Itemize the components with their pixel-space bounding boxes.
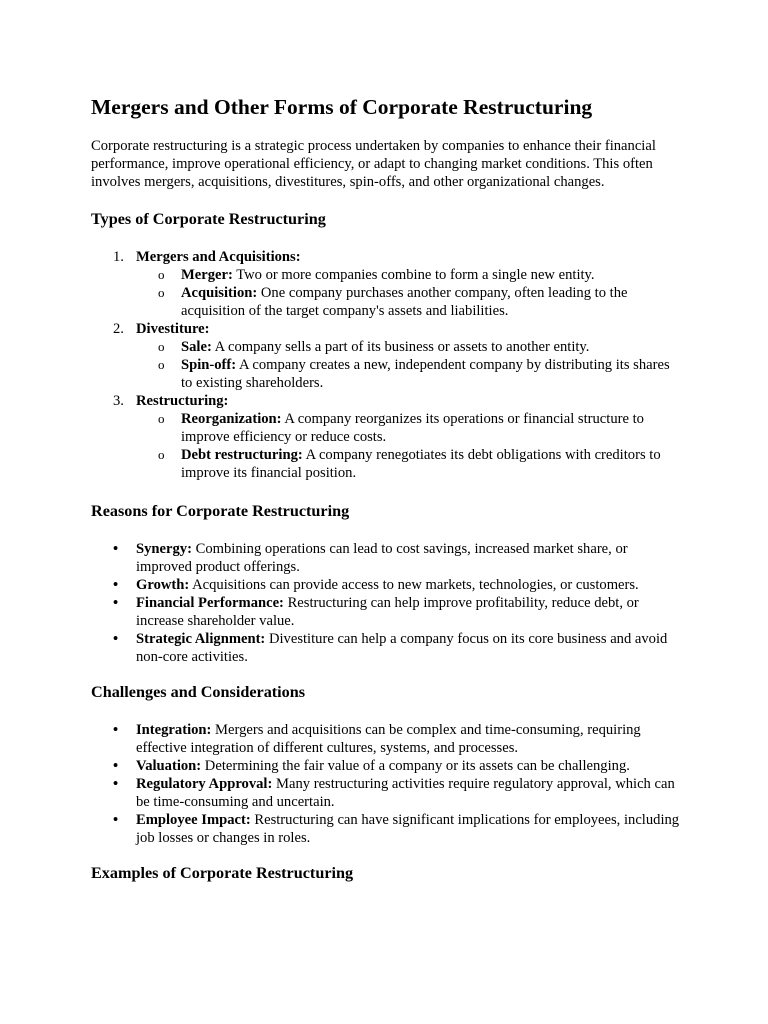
types-item	[91, 248, 683, 320]
list-item	[91, 757, 683, 775]
types-item-label: Divestiture:	[136, 321, 210, 337]
sub-list-item	[136, 266, 683, 284]
sub-list-item	[136, 356, 683, 392]
list-item	[91, 540, 683, 576]
sub-item-text: A company creates a new, independent company by distributing its shares to existing shareholders.	[181, 357, 670, 391]
item-label: Financial Performance:	[136, 595, 284, 611]
item-label: Integration:	[136, 722, 212, 738]
bullet-icon: •	[113, 577, 119, 593]
circle-bullet-icon: o	[158, 267, 165, 282]
intro-paragraph: Corporate restructuring is a strategic process undertaken by companies to enhance their financial performance, improve operational efficiency, or adapt to changing market conditions. This often involves mergers, acquisitions, divestitures, spin-offs, and other organizational changes.	[91, 138, 656, 190]
types-list	[91, 248, 683, 482]
bullet-icon: •	[113, 541, 119, 557]
sub-item-text: One company purchases another company, often leading to the acquisition of the target company's assets and liabilities.	[181, 285, 628, 319]
sub-item-text: Two or more companies combine to form a single new entity.	[232, 267, 595, 283]
types-item	[91, 392, 683, 482]
bullet-icon: •	[113, 631, 119, 647]
sub-item-text: A company reorganizes its operations or financial structure to improve efficiency or reduce costs.	[181, 411, 644, 445]
item-text: Determining the fair value of a company or its assets can be challenging.	[201, 758, 630, 774]
list-item	[91, 721, 683, 757]
sub-list-item	[136, 446, 683, 482]
item-label: Synergy:	[136, 541, 192, 557]
types-item-label: Restructuring:	[136, 393, 229, 409]
item-text: Many restructuring activities require regulatory approval, which can be time-consuming and uncertain.	[136, 776, 675, 810]
document-title: Mergers and Other Forms of Corporate Restructuring	[91, 95, 593, 119]
sub-list-item	[136, 284, 683, 320]
bullet-icon: •	[113, 722, 119, 738]
item-label: Valuation:	[136, 758, 202, 774]
item-text: Divestiture can help a company focus on its core business and avoid non-core activities.	[136, 631, 668, 665]
sub-list	[136, 338, 683, 392]
bullet-icon: •	[113, 812, 119, 828]
bullet-icon: •	[113, 758, 119, 774]
sub-item-text: A company renegotiates its debt obligations with creditors to improve its financial position.	[181, 447, 661, 481]
types-item	[91, 320, 683, 392]
list-item	[91, 811, 683, 847]
sub-list-item	[136, 410, 683, 446]
types-item-label: Mergers and Acquisitions:	[136, 249, 301, 265]
list-number: 2.	[113, 321, 124, 337]
list-item	[91, 576, 683, 594]
item-text: Combining operations can lead to cost savings, increased market share, or improved product offerings.	[136, 541, 628, 575]
circle-bullet-icon: o	[158, 357, 165, 372]
sub-item-label: Spin-off:	[181, 357, 237, 373]
bullet-icon: •	[113, 595, 119, 611]
challenges-list	[91, 721, 683, 847]
item-label: Employee Impact:	[136, 812, 251, 828]
bullet-icon: •	[113, 776, 119, 792]
sub-list-item	[136, 338, 683, 356]
sub-item-label: Sale:	[181, 339, 212, 355]
list-number: 1.	[113, 249, 124, 265]
item-label: Regulatory Approval:	[136, 776, 273, 792]
sub-item-label: Debt restructuring:	[181, 447, 303, 463]
circle-bullet-icon: o	[158, 447, 165, 462]
challenges-heading: Challenges and Considerations	[91, 683, 306, 701]
list-item	[91, 594, 683, 630]
sub-item-label: Reorganization:	[181, 411, 282, 427]
sub-item-label: Merger:	[181, 267, 233, 283]
item-text: Acquisitions can provide access to new markets, technologies, or customers.	[189, 577, 639, 593]
types-heading: Types of Corporate Restructuring	[91, 210, 326, 228]
list-item	[91, 775, 683, 811]
item-text: Restructuring can help improve profitability, reduce debt, or increase shareholder value.	[136, 595, 639, 629]
item-text: Mergers and acquisitions can be complex and time-consuming, requiring effective integration of different cultures, systems, and processes.	[136, 722, 641, 756]
sub-list	[136, 410, 683, 482]
item-text: Restructuring can have significant implications for employees, including job losses or changes in roles.	[136, 812, 680, 846]
reasons-list	[91, 540, 683, 666]
circle-bullet-icon: o	[158, 339, 165, 354]
item-label: Strategic Alignment:	[136, 631, 266, 647]
sub-item-label: Acquisition:	[181, 285, 258, 301]
circle-bullet-icon: o	[158, 411, 165, 426]
reasons-heading: Reasons for Corporate Restructuring	[91, 502, 350, 520]
item-label: Growth:	[136, 577, 190, 593]
circle-bullet-icon: o	[158, 285, 165, 300]
sub-item-text: A company sells a part of its business or assets to another entity.	[211, 339, 590, 355]
examples-heading: Examples of Corporate Restructuring	[91, 864, 354, 882]
list-item	[91, 630, 683, 666]
list-number: 3.	[113, 393, 124, 409]
sub-list	[136, 266, 683, 320]
